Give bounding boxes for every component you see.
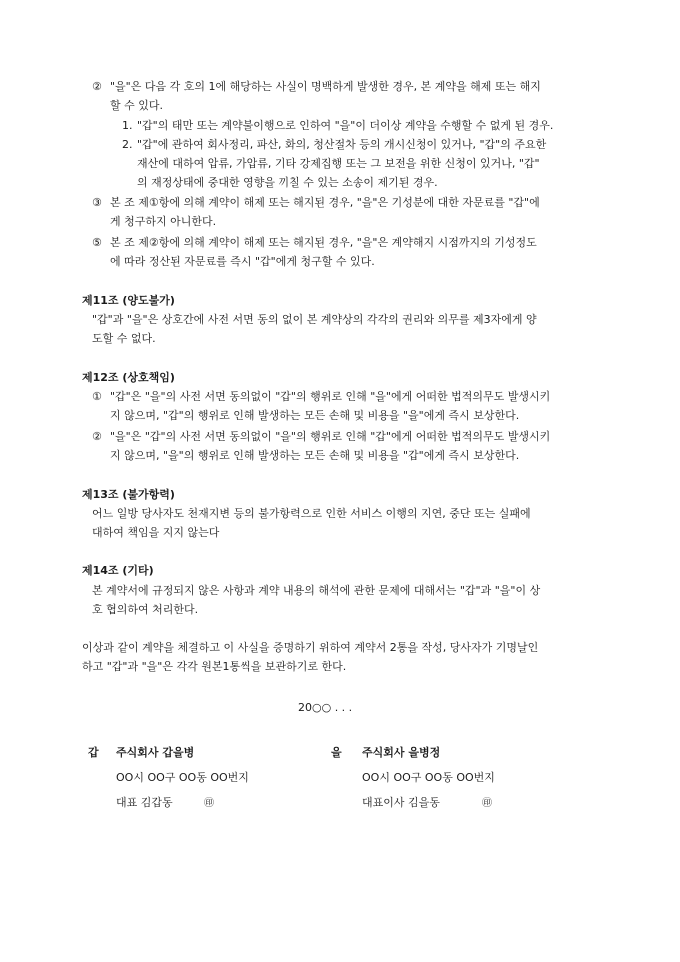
clause14-heading: 제14조 (기타) bbox=[82, 564, 154, 577]
subitem-marker: 2. bbox=[122, 138, 133, 151]
clause14-line1: 본 계약서에 규정되지 않은 사항과 계약 내용의 해석에 관한 문제에 대해서는 "갑"과 "을"이 상 bbox=[92, 584, 541, 597]
clause10-sub2-line3: 의 재정상태에 중대한 영향을 끼칠 수 있는 소송이 제기된 경우. bbox=[137, 176, 438, 189]
clause10-item5-line1: 본 조 제②항에 의해 계약이 해제 또는 해지된 경우, "을"은 계약해지 시점까지의 기성정도 bbox=[110, 236, 537, 249]
clause12-item2-line1: "을"은 "갑"의 사전 서면 동의없이 "을"의 행위로 인해 "갑"에게 어떠한 법적의무도 발생시키 bbox=[110, 430, 551, 443]
party-b-company: 주식회사 을병정 bbox=[362, 746, 441, 759]
clause10-item3-line2: 게 청구하지 아니한다. bbox=[110, 215, 217, 228]
item-marker: ② bbox=[92, 430, 102, 443]
clause10-sub2-line1: "갑"에 관하여 회사정리, 파산, 화의, 청산절차 등의 개시신청이 있거나, "갑"의 주요한 bbox=[137, 138, 547, 151]
contract-date: 20○○ . . . bbox=[298, 701, 353, 714]
party-a-seal-mark: ㊞ bbox=[204, 798, 214, 809]
closing-line2: 하고 "갑"과 "을"은 각각 원본1통씩을 보관하기로 한다. bbox=[82, 660, 347, 673]
clause10-sub1-line1: "갑"의 태만 또는 계약불이행으로 인하여 "을"이 더이상 계약을 수행할 수 없게 된 경우. bbox=[137, 119, 554, 132]
party-a-label: 갑 bbox=[88, 746, 99, 759]
clause13-line2: 대하여 책임을 지지 않는다 bbox=[92, 526, 220, 539]
clause12-heading: 제12조 (상호책임) bbox=[82, 371, 175, 384]
party-b-label: 을 bbox=[331, 746, 342, 759]
clause10-item2-line2: 할 수 있다. bbox=[110, 99, 163, 112]
clause10-sub2-line2: 재산에 대하여 압류, 가압류, 기타 강제집행 또는 그 보전을 위한 신청이 있거나, "갑" bbox=[137, 157, 540, 170]
party-a-address: OO시 OO구 OO동 OO번지 bbox=[116, 771, 249, 784]
item-marker: ③ bbox=[92, 196, 102, 209]
party-b-seal-mark: ㊞ bbox=[482, 798, 492, 809]
item-marker: ⑤ bbox=[92, 236, 102, 249]
clause14-line2: 호 협의하여 처리한다. bbox=[92, 603, 199, 616]
subitem-marker: 1. bbox=[122, 119, 133, 132]
clause12-item2-line2: 지 않으며, "을"의 행위로 인해 발생하는 모든 손해 및 비용을 "갑"에게 즉시 보상한다. bbox=[110, 449, 520, 462]
clause10-item2-line1: "을"은 다음 각 호의 1에 해당하는 사실이 명백하게 발생한 경우, 본 계약을 해제 또는 해지 bbox=[110, 80, 541, 93]
clause11-heading: 제11조 (양도불가) bbox=[82, 294, 175, 307]
party-a-representative: 대표 김갑동 bbox=[116, 796, 173, 809]
party-a-company: 주식회사 갑을병 bbox=[116, 746, 195, 759]
party-b-address: OO시 OO구 OO동 OO번지 bbox=[362, 771, 495, 784]
clause11-line2: 도할 수 없다. bbox=[92, 332, 156, 345]
clause11-line1: "갑"과 "을"은 상호간에 사전 서면 동의 없이 본 계약상의 각각의 권리와 의무를 제3자에게 양 bbox=[92, 313, 537, 326]
closing-line1: 이상과 같이 계약을 체결하고 이 사실을 증명하기 위하여 계약서 2통을 작성, 당사자가 기명날인 bbox=[82, 641, 539, 654]
clause12-item1-line1: "갑"은 "을"의 사전 서면 동의없이 "갑"의 행위로 인해 "을"에게 어떠한 법적의무도 발생시키 bbox=[110, 390, 551, 403]
clause10-item3-line1: 본 조 제①항에 의해 계약이 해제 또는 해지된 경우, "을"은 기성분에 대한 자문료를 "갑"에 bbox=[110, 196, 540, 209]
clause10-item5-line2: 에 따라 정산된 자문료를 즉시 "갑"에게 청구할 수 있다. bbox=[110, 255, 375, 268]
clause12-item1-line2: 지 않으며, "갑"의 행위로 인해 발생하는 모든 손해 및 비용을 "을"에게 즉시 보상한다. bbox=[110, 409, 520, 422]
clause13-heading: 제13조 (불가항력) bbox=[82, 488, 175, 501]
clause13-line1: 어느 일방 당사자도 천재지변 등의 불가항력으로 인한 서비스 이행의 지연, 중단 또는 실패에 bbox=[92, 507, 531, 520]
item-marker: ① bbox=[92, 390, 102, 403]
party-b-representative: 대표이사 김을동 bbox=[362, 796, 440, 809]
item-marker: ② bbox=[92, 80, 102, 93]
